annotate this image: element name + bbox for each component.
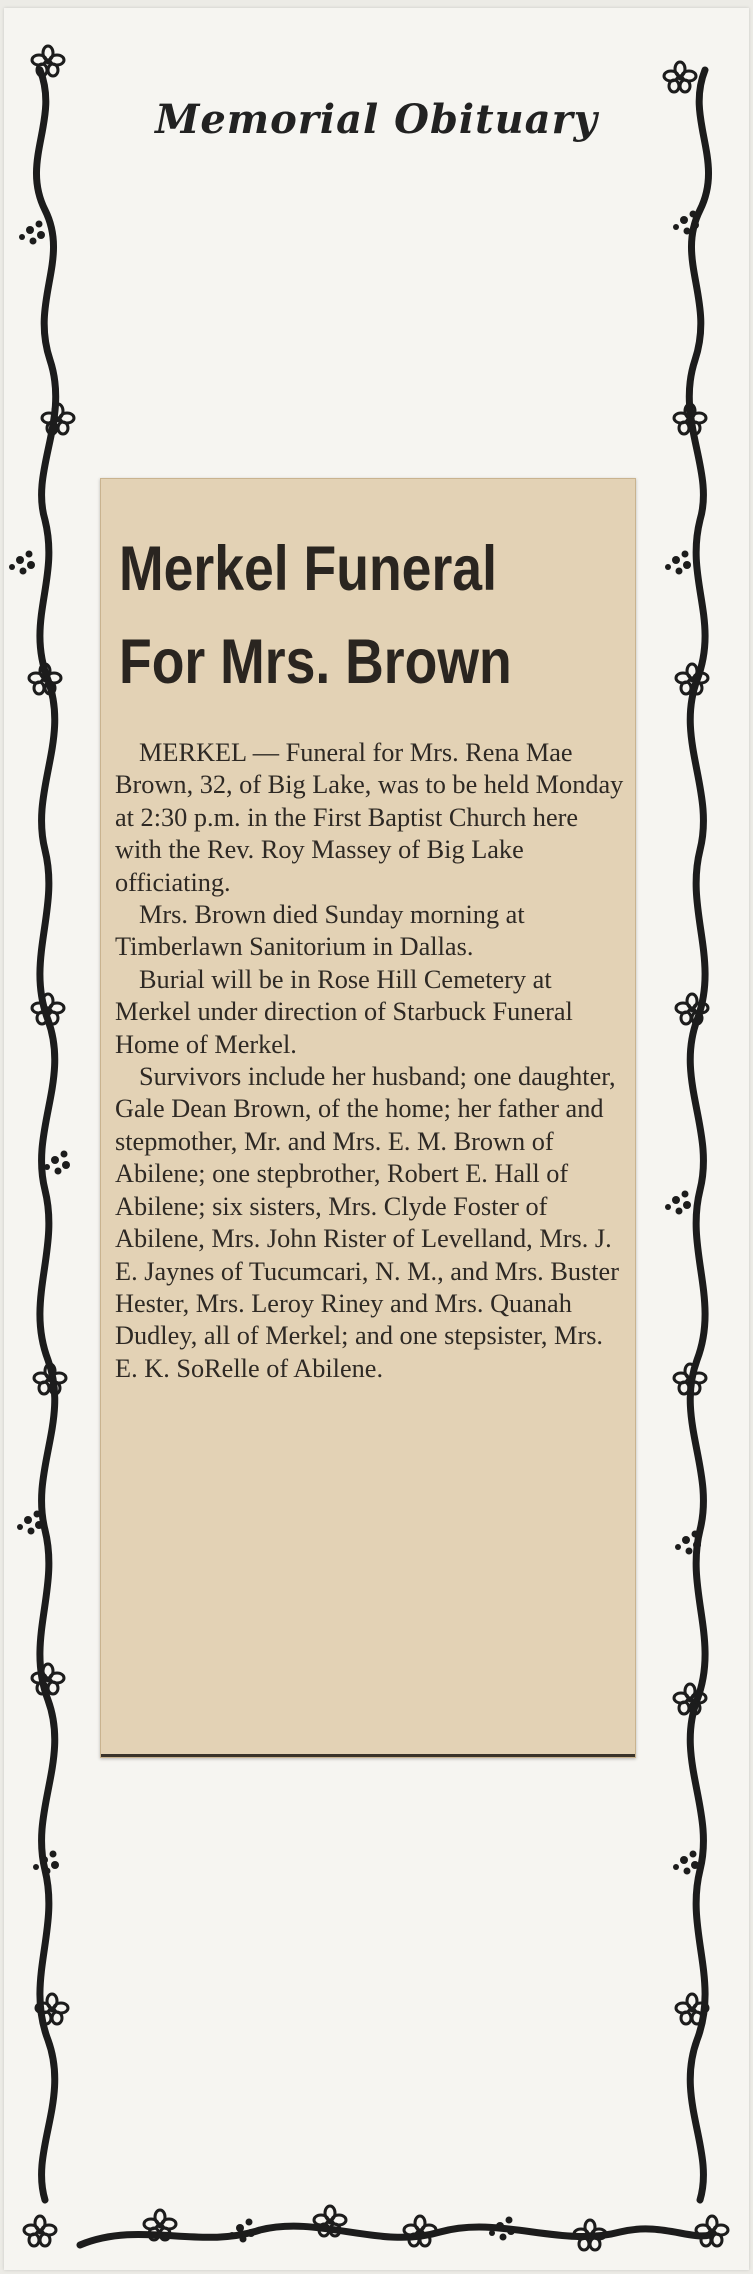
paragraph-1: MERKEL — Funeral for Mrs. Rena Mae Brown, 32, of Big Lake, was to be held Monday at 2:30 p.m. in the First Baptist Church here with the Rev. Roy Massey of Big Lake officiating. — [115, 738, 624, 897]
headline-line-2: For Mrs. Brown — [119, 627, 512, 697]
clipping-rule — [101, 1754, 635, 1757]
newspaper-clipping — [100, 478, 636, 1758]
article-body — [115, 737, 625, 1385]
paragraph-4: Survivors include her husband; one daughter, Gale Dean Brown, of the home; her father and stepmother, Mr. and Mrs. E. M. Brown of Abilene; one stepbrother, Robert E. Hall of Abilene; six sisters, Mrs. Clyde Foster of Abilene, Mrs. John Rister of Levelland, Mrs. J. E. Jaynes of Tucumcari, N. M., and Mrs. Buster Hester, Mrs. Leroy Riney and Mrs. Quanah Dudley, all of Merkel; and one stepsister, Mrs. E. K. SoRelle of Abilene. — [115, 1062, 619, 1383]
paragraph-3: Burial will be in Rose Hill Cemetery at Merkel under direction of Starbuck Funeral Home of Merkel. — [115, 964, 573, 1059]
card-title: Memorial Obituary — [155, 96, 598, 143]
paragraph-2: Mrs. Brown died Sunday morning at Timberlawn Sanitorium in Dallas. — [115, 900, 525, 962]
headline — [119, 523, 544, 709]
headline-line-1: Merkel Funeral — [119, 534, 497, 604]
